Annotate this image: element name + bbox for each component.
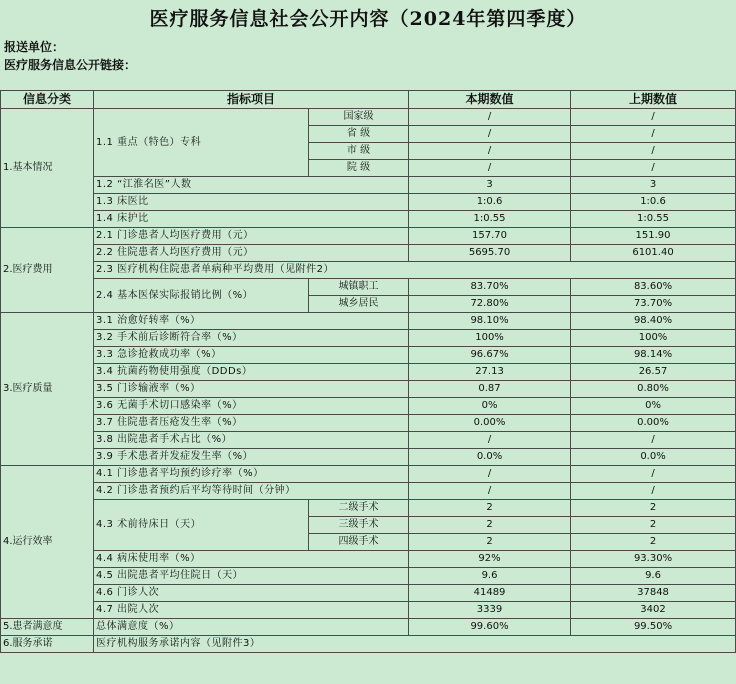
indicator-cell[interactable]: 4.4 病床使用率（%） bbox=[94, 551, 409, 568]
current-value[interactable]: 2 bbox=[409, 534, 571, 551]
current-value[interactable]: 2 bbox=[409, 517, 571, 534]
current-value[interactable]: 99.60% bbox=[409, 619, 571, 636]
previous-value[interactable]: / bbox=[571, 483, 736, 500]
sub-cell[interactable]: 城乡居民 bbox=[309, 296, 409, 313]
table-row bbox=[1, 228, 736, 245]
indicator-cell[interactable]: 4.2 门诊患者预约后平均等待时间（分钟） bbox=[94, 483, 409, 500]
previous-value[interactable]: 26.57 bbox=[571, 364, 736, 381]
previous-value[interactable]: / bbox=[571, 160, 736, 177]
table-row bbox=[1, 177, 736, 194]
current-value[interactable]: / bbox=[409, 483, 571, 500]
current-value[interactable]: / bbox=[409, 160, 571, 177]
table-row bbox=[1, 211, 736, 228]
previous-value[interactable]: 151.90 bbox=[571, 228, 736, 245]
table-row bbox=[1, 500, 736, 517]
table-row bbox=[1, 194, 736, 211]
category-satisfaction[interactable]: 5.患者满意度 bbox=[1, 619, 94, 636]
table-row bbox=[1, 364, 736, 381]
previous-value[interactable]: 2 bbox=[571, 500, 736, 517]
current-value[interactable]: / bbox=[409, 126, 571, 143]
table-row bbox=[1, 381, 736, 398]
indicator-cell[interactable]: 3.1 治愈好转率（%） bbox=[94, 313, 409, 330]
previous-value[interactable]: 100% bbox=[571, 330, 736, 347]
header-previous: 上期数值 bbox=[571, 91, 736, 109]
indicator-cell[interactable]: 4.5 出院患者平均住院日（天） bbox=[94, 568, 409, 585]
indicator-cell[interactable]: 3.4 抗菌药物使用强度（DDDs） bbox=[94, 364, 409, 381]
indicator-cell[interactable]: 1.3 床医比 bbox=[94, 194, 409, 211]
info-table bbox=[0, 90, 736, 653]
previous-value[interactable]: / bbox=[571, 126, 736, 143]
sub-cell[interactable]: 院 级 bbox=[309, 160, 409, 177]
current-value[interactable]: 41489 bbox=[409, 585, 571, 602]
current-value[interactable]: 92% bbox=[409, 551, 571, 568]
previous-value[interactable]: 0.0% bbox=[571, 449, 736, 466]
current-value[interactable]: 1:0.55 bbox=[409, 211, 571, 228]
indicator-cell[interactable]: 4.6 门诊人次 bbox=[94, 585, 409, 602]
indicator-cell[interactable]: 3.6 无菌手术切口感染率（%） bbox=[94, 398, 409, 415]
indicator-cell[interactable]: 1.4 床护比 bbox=[94, 211, 409, 228]
table-row bbox=[1, 245, 736, 262]
previous-value[interactable]: 98.14% bbox=[571, 347, 736, 364]
current-value[interactable]: 5695.70 bbox=[409, 245, 571, 262]
previous-value[interactable]: / bbox=[571, 466, 736, 483]
header-current: 本期数值 bbox=[409, 91, 571, 109]
current-value[interactable]: 0% bbox=[409, 398, 571, 415]
table-row bbox=[1, 432, 736, 449]
indicator-cell[interactable]: 4.7 出院人次 bbox=[94, 602, 409, 619]
table-row bbox=[1, 568, 736, 585]
current-value[interactable]: 0.00% bbox=[409, 415, 571, 432]
link-label: 医疗服务信息公开链接： bbox=[4, 58, 137, 72]
category-commitment[interactable]: 6.服务承诺 bbox=[1, 636, 94, 653]
indicator-cell[interactable]: 4.3 术前待床日（天） bbox=[94, 500, 309, 551]
indicator-cell[interactable]: 3.8 出院患者手术占比（%） bbox=[94, 432, 409, 449]
indicator-cell[interactable]: 3.2 手术前后诊断符合率（%） bbox=[94, 330, 409, 347]
current-value[interactable]: 83.70% bbox=[409, 279, 571, 296]
previous-value[interactable]: 1:0.55 bbox=[571, 211, 736, 228]
previous-value[interactable]: / bbox=[571, 109, 736, 126]
indicator-cell[interactable]: 2.3 医疗机构住院患者单病种平均费用（见附件2） bbox=[94, 262, 736, 279]
header-row bbox=[1, 91, 736, 109]
previous-value[interactable]: 2 bbox=[571, 534, 736, 551]
table-row bbox=[1, 398, 736, 415]
sub-cell[interactable]: 三级手术 bbox=[309, 517, 409, 534]
indicator-cell[interactable]: 2.4 基本医保实际报销比例（%） bbox=[94, 279, 309, 313]
sub-cell[interactable]: 城镇职工 bbox=[309, 279, 409, 296]
current-value[interactable]: / bbox=[409, 143, 571, 160]
sub-cell[interactable]: 二级手术 bbox=[309, 500, 409, 517]
table-row bbox=[1, 262, 736, 279]
current-value[interactable]: / bbox=[409, 109, 571, 126]
table-row bbox=[1, 279, 736, 296]
previous-value[interactable]: 0.80% bbox=[571, 381, 736, 398]
indicator-cell[interactable]: 医疗机构服务承诺内容（见附件3） bbox=[94, 636, 736, 653]
indicator-cell[interactable]: 3.7 住院患者压疮发生率（%） bbox=[94, 415, 409, 432]
indicator-cell[interactable]: 2.1 门诊患者人均医疗费用（元） bbox=[94, 228, 409, 245]
current-value[interactable]: 0.87 bbox=[409, 381, 571, 398]
category-basic[interactable]: 1.基本情况 bbox=[1, 109, 94, 228]
table-row bbox=[1, 466, 736, 483]
current-value[interactable]: 3 bbox=[409, 177, 571, 194]
table-row bbox=[1, 449, 736, 466]
table-row bbox=[1, 347, 736, 364]
indicator-cell[interactable]: 4.1 门诊患者平均预约诊疗率（%） bbox=[94, 466, 409, 483]
table-row bbox=[1, 313, 736, 330]
current-value[interactable]: 2 bbox=[409, 500, 571, 517]
header-indicator: 指标项目 bbox=[94, 91, 409, 109]
previous-value[interactable]: 3402 bbox=[571, 602, 736, 619]
sub-cell[interactable]: 省 级 bbox=[309, 126, 409, 143]
page-title: 医疗服务信息社会公开内容（2024年第四季度） bbox=[149, 8, 587, 30]
current-value[interactable]: / bbox=[409, 432, 571, 449]
previous-value[interactable]: 2 bbox=[571, 517, 736, 534]
previous-value[interactable]: 0.00% bbox=[571, 415, 736, 432]
table-row bbox=[1, 109, 736, 126]
table-row bbox=[1, 602, 736, 619]
current-value[interactable]: 3339 bbox=[409, 602, 571, 619]
category-efficiency[interactable]: 4.运行效率 bbox=[1, 466, 94, 619]
previous-value[interactable]: 98.40% bbox=[571, 313, 736, 330]
indicator-cell[interactable]: 1.2 “江淮名医”人数 bbox=[94, 177, 409, 194]
indicator-cell[interactable]: 3.3 急诊抢救成功率（%） bbox=[94, 347, 409, 364]
previous-value[interactable]: 99.50% bbox=[571, 619, 736, 636]
indicator-cell[interactable]: 2.2 住院患者人均医疗费用（元） bbox=[94, 245, 409, 262]
previous-value[interactable]: 1:0.6 bbox=[571, 194, 736, 211]
table-row bbox=[1, 415, 736, 432]
current-value[interactable]: 0.0% bbox=[409, 449, 571, 466]
previous-value[interactable]: 93.30% bbox=[571, 551, 736, 568]
header-category: 信息分类 bbox=[1, 91, 94, 109]
current-value[interactable]: 100% bbox=[409, 330, 571, 347]
category-quality[interactable]: 3.医疗质量 bbox=[1, 313, 94, 466]
category-cost[interactable]: 2.医疗费用 bbox=[1, 228, 94, 313]
sub-cell[interactable]: 四级手术 bbox=[309, 534, 409, 551]
indicator-cell[interactable]: 3.5 门诊输液率（%） bbox=[94, 381, 409, 398]
table-row bbox=[1, 330, 736, 347]
unit-label: 报送单位： bbox=[4, 40, 65, 54]
sub-cell[interactable]: 市 级 bbox=[309, 143, 409, 160]
previous-value[interactable]: 73.70% bbox=[571, 296, 736, 313]
previous-value[interactable]: 9.6 bbox=[571, 568, 736, 585]
previous-value[interactable]: 83.60% bbox=[571, 279, 736, 296]
current-value[interactable]: 72.80% bbox=[409, 296, 571, 313]
previous-value[interactable]: 37848 bbox=[571, 585, 736, 602]
current-value[interactable]: 27.13 bbox=[409, 364, 571, 381]
previous-value[interactable]: 3 bbox=[571, 177, 736, 194]
previous-value[interactable]: 6101.40 bbox=[571, 245, 736, 262]
indicator-cell[interactable]: 1.1 重点（特色）专科 bbox=[94, 109, 309, 177]
current-value[interactable]: 96.67% bbox=[409, 347, 571, 364]
current-value[interactable]: 1:0.6 bbox=[409, 194, 571, 211]
previous-value[interactable]: 0% bbox=[571, 398, 736, 415]
current-value[interactable]: / bbox=[409, 466, 571, 483]
previous-value[interactable]: / bbox=[571, 432, 736, 449]
sub-cell[interactable]: 国家级 bbox=[309, 109, 409, 126]
table-row bbox=[1, 585, 736, 602]
table-row bbox=[1, 636, 736, 653]
table-row bbox=[1, 551, 736, 568]
current-value[interactable]: 9.6 bbox=[409, 568, 571, 585]
current-value[interactable]: 157.70 bbox=[409, 228, 571, 245]
indicator-cell[interactable]: 3.9 手术患者并发症发生率（%） bbox=[94, 449, 409, 466]
previous-value[interactable]: / bbox=[571, 143, 736, 160]
indicator-cell[interactable]: 总体满意度（%） bbox=[94, 619, 409, 636]
current-value[interactable]: 98.10% bbox=[409, 313, 571, 330]
table-row bbox=[1, 483, 736, 500]
table-row bbox=[1, 619, 736, 636]
